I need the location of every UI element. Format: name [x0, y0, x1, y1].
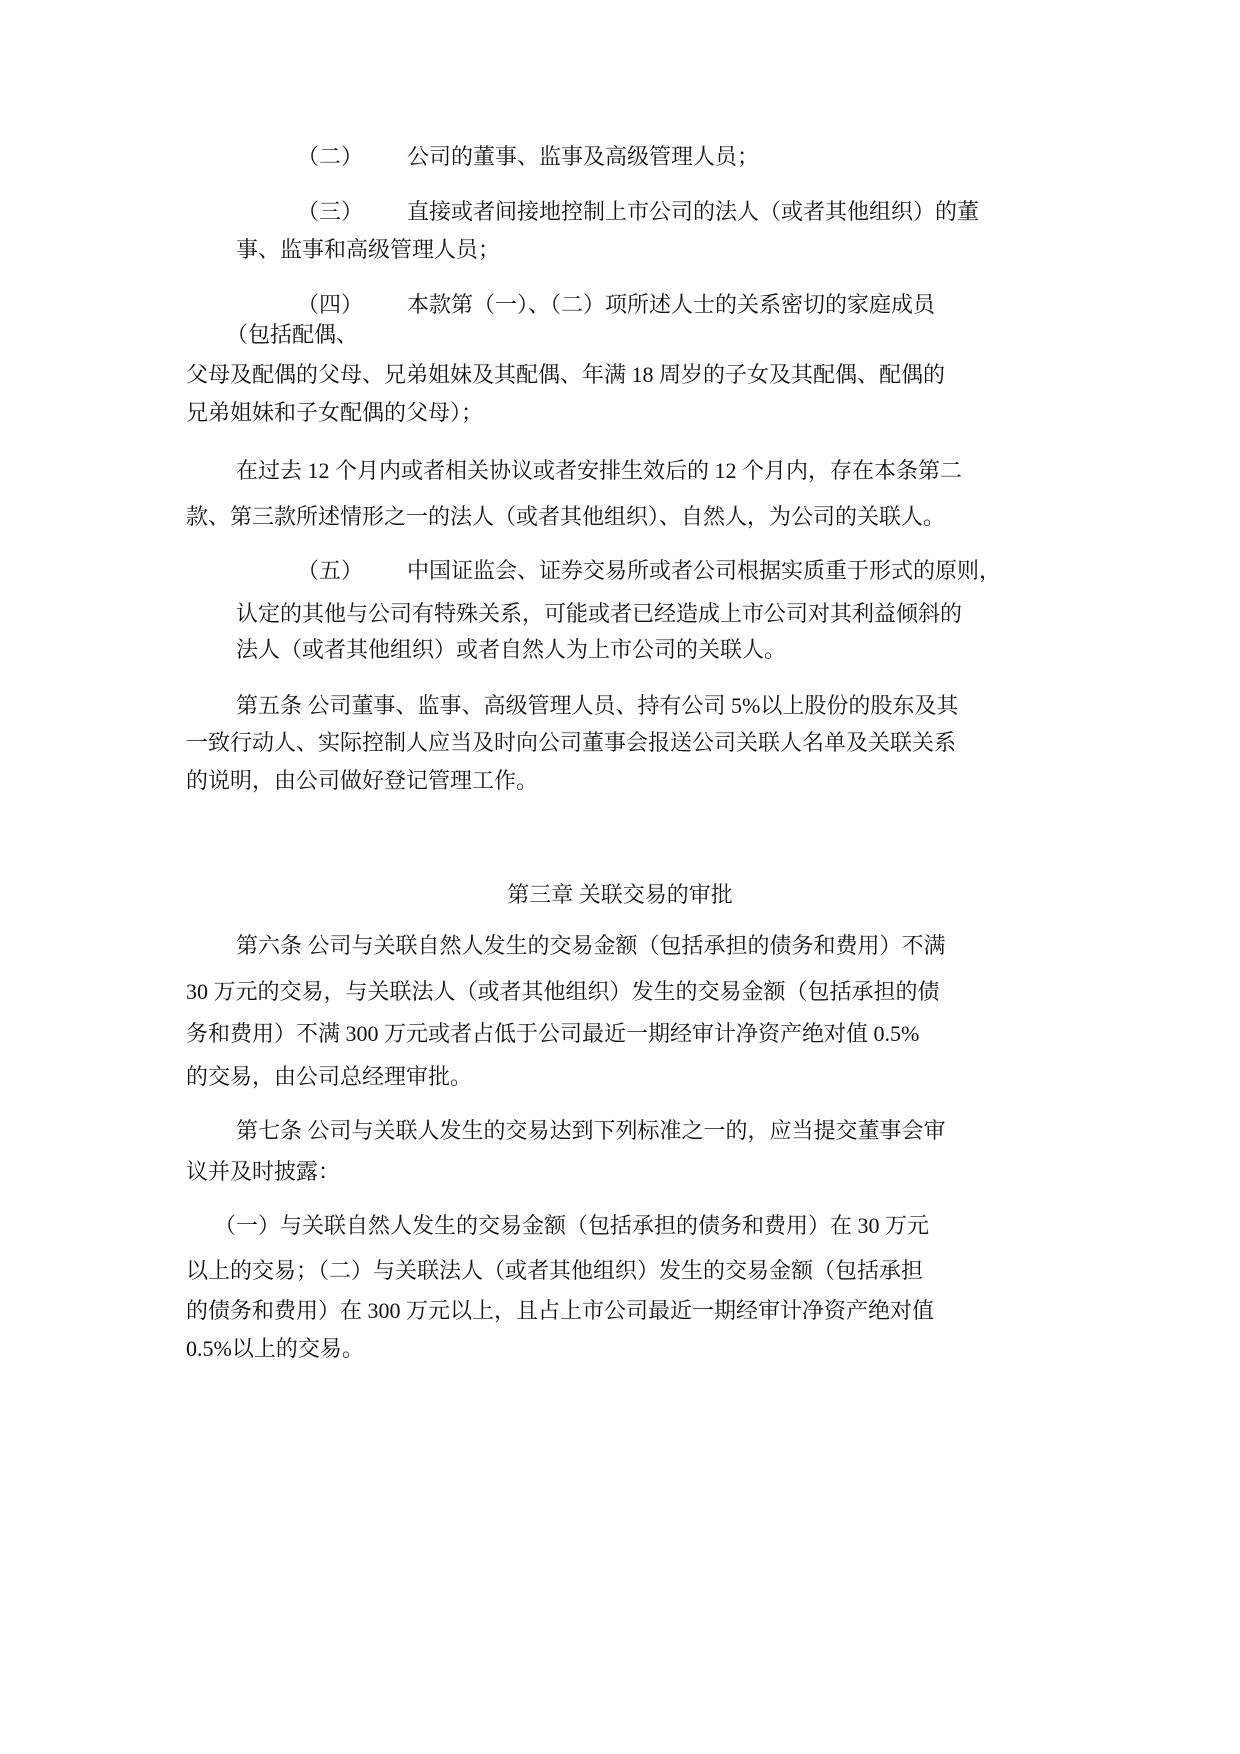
article-6-line: 第六条 公司与关联自然人发生的交易金额（包括承担的债务和费用）不满	[236, 933, 946, 958]
item-text: 兄弟姐妹和子女配偶的父母）；	[186, 400, 484, 425]
item-text: 中国证监会、证券交易所或者公司根据实质重于形式的原则，	[407, 558, 1002, 583]
article-5-line: 第五条 公司董事、监事、高级管理人员、持有公司 5%以上股份的股东及其	[236, 693, 959, 718]
item-text: 事、监事和高级管理人员；	[236, 237, 501, 262]
item-label: （三）	[297, 199, 364, 224]
item-text: 认定的其他与公司有特殊关系，可能或者已经造成上市公司对其利益倾斜的	[236, 601, 963, 626]
item-label: （四）	[297, 292, 364, 317]
paragraph-line: 在过去 12 个月内或者相关协议或者安排生效后的 12 个月内，存在本条第二	[236, 458, 963, 483]
article-7-line: 第七条 公司与关联人发生的交易达到下列标准之一的，应当提交董事会审	[236, 1118, 946, 1143]
article-5-line: 一致行动人、实际控制人应当及时向公司董事会报送公司关联人名单及关联关系	[186, 730, 957, 755]
item-text: 公司的董事、监事及高级管理人员；	[407, 144, 760, 169]
chapter-heading: 第三章 关联交易的审批	[507, 882, 733, 907]
article-5-line: 的说明，由公司做好登记管理工作。	[186, 768, 539, 793]
paragraph-line: 款、第三款所述情形之一的法人（或者其他组织）、自然人，为公司的关联人。	[186, 504, 946, 529]
article-6-line: 的交易，由公司总经理审批。	[186, 1064, 473, 1089]
article-7-item-line: 0.5%以上的交易。	[186, 1336, 364, 1361]
item-label: （二）	[297, 144, 364, 169]
article-7-item-line: 的债务和费用）在 300 万元以上，且占上市公司最近一期经审计净资产绝对值	[186, 1298, 935, 1323]
article-7-item-line: 以上的交易；（二）与关联法人（或者其他组织）发生的交易金额（包括承担	[186, 1258, 924, 1283]
item-text: 法人（或者其他组织）或者自然人为上市公司的关联人。	[236, 637, 787, 662]
article-7-item-line: （一）与关联自然人发生的交易金额（包括承担的债务和费用）在 30 万元	[214, 1213, 930, 1238]
item-text: 本款第（一）、（二）项所述人士的关系密切的家庭成员	[407, 292, 936, 317]
article-6-line: 务和费用）不满 300 万元或者占低于公司最近一期经审计净资产绝对值 0.5%	[186, 1021, 920, 1046]
item-text: 直接或者间接地控制上市公司的法人（或者其他组织）的董	[407, 199, 980, 224]
item-text: 父母及配偶的父母、兄弟姐妹及其配偶、年满 18 周岁的子女及其配偶、配偶的	[186, 362, 946, 387]
article-6-line: 30 万元的交易，与关联法人（或者其他组织）发生的交易金额（包括承担的债	[186, 979, 940, 1004]
item-label: （五）	[297, 558, 364, 583]
article-7-line: 议并及时披露：	[186, 1159, 341, 1184]
item-text: （包括配偶、	[226, 322, 359, 347]
